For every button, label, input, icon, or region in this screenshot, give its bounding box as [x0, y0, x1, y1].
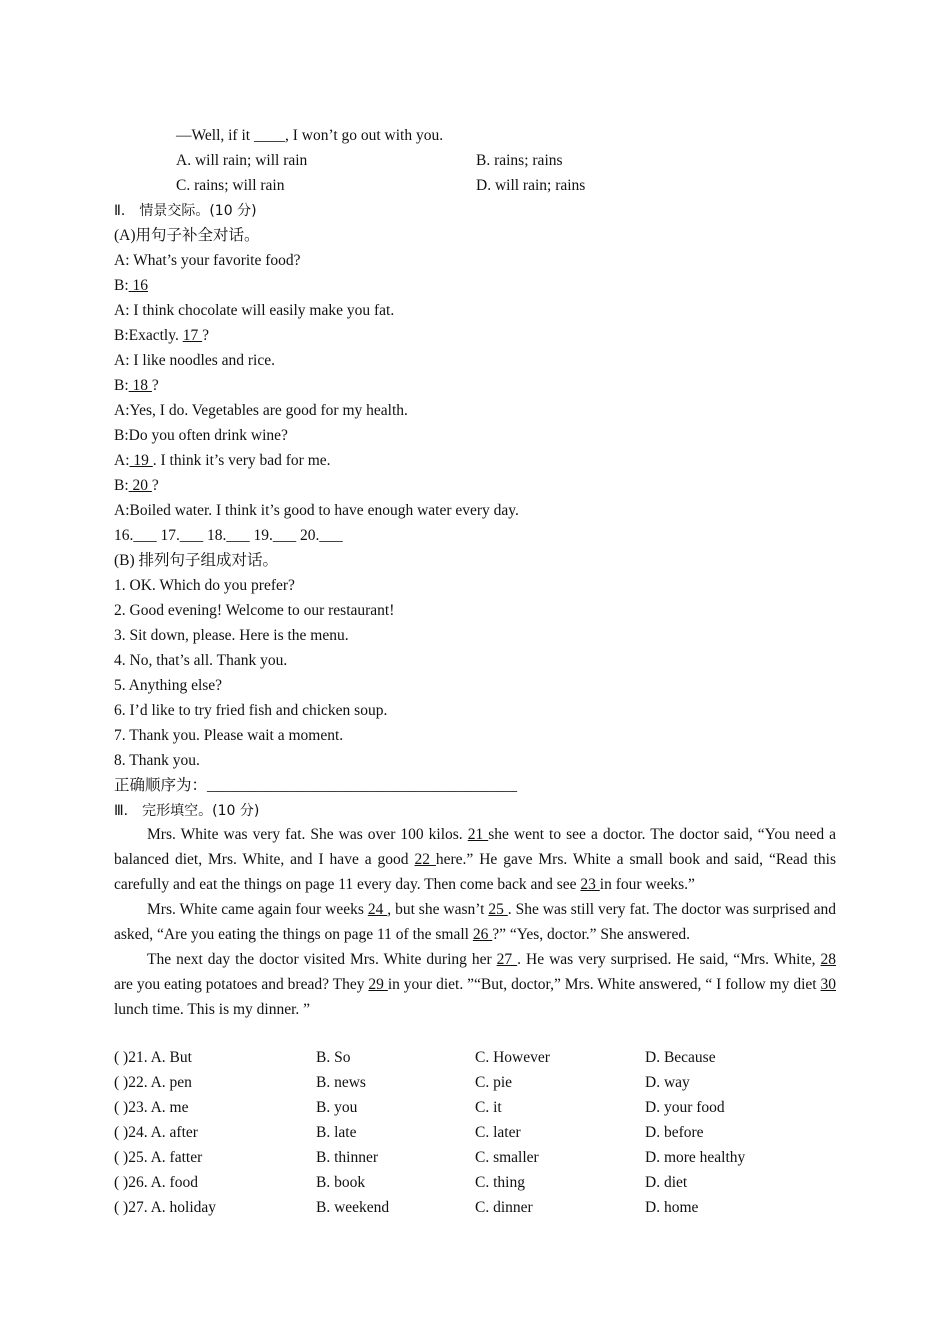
- option-d: D. will rain; rains: [476, 177, 586, 194]
- option-c: C. later: [475, 1124, 521, 1141]
- option-d: D. home: [645, 1199, 699, 1216]
- order-blank: ________________________________________: [207, 777, 518, 794]
- question-number: ( )26. A. food: [114, 1174, 198, 1191]
- dialog-line: B: 20 ?: [114, 477, 159, 494]
- option-b: B. book: [316, 1174, 366, 1191]
- question-number: ( )27. A. holiday: [114, 1199, 217, 1216]
- cloze-paragraph: Mrs. White was very fat. She was over 100 kilos. 21 she went to see a doctor. The doctor said, “You need a balanced diet, Mrs. White, and I have a good 22 here.” He gave Mrs. White a small book and said, “Read this carefully and eat the things on page 11 every day. Then come back and see 23 in four weeks.”: [114, 826, 837, 893]
- option-a: A. will rain; will rain: [176, 152, 308, 169]
- dialog-line: A: I like noodles and rice.: [114, 352, 275, 369]
- option-c: C. thing: [475, 1174, 525, 1191]
- blank-24: 24: [367, 901, 388, 918]
- dialog-line: A:Boiled water. I think it’s good to have enough water every day.: [114, 502, 519, 519]
- order-line: 正确顺序为：________________________________________: [114, 777, 518, 794]
- option-b: B. weekend: [316, 1199, 390, 1216]
- option-d: D. your food: [645, 1099, 725, 1116]
- option-c: C. it: [475, 1099, 502, 1116]
- question-prompt: —Well, if it ____, I won’t go out with you.: [176, 127, 444, 144]
- option-b: B. So: [316, 1049, 351, 1066]
- sentence-item: 8. Thank you.: [114, 752, 200, 769]
- part-title: (A)用句子补全对话。: [114, 227, 260, 244]
- option-c: C. dinner: [475, 1199, 533, 1216]
- dialog-line: B: 16: [114, 277, 149, 294]
- blank-27: 27: [496, 951, 518, 968]
- blank-21: 21: [467, 826, 489, 843]
- dialog-line: A: 19 . I think it’s very bad for me.: [114, 452, 331, 469]
- blank-28: 28: [820, 951, 836, 968]
- option-b: B. thinner: [316, 1149, 378, 1166]
- option-b: B. news: [316, 1074, 366, 1091]
- option-b: B. rains; rains: [476, 152, 563, 169]
- option-d: D. diet: [645, 1174, 688, 1191]
- blank-29: 29: [368, 976, 388, 993]
- dialog-line: A: What’s your favorite food?: [114, 252, 301, 269]
- dialog-line: B:Do you often drink wine?: [114, 427, 288, 444]
- option-d: D. more healthy: [645, 1149, 746, 1166]
- dialog-line: B:Exactly. 17 ?: [114, 327, 209, 344]
- question-number: ( )21. A. But: [114, 1049, 192, 1066]
- blank-25: 25: [488, 901, 508, 918]
- blank-26: 26: [472, 926, 493, 943]
- sentence-item: 7. Thank you. Please wait a moment.: [114, 727, 344, 744]
- dialog-line: B: 18 ?: [114, 377, 159, 394]
- sentence-item: 5. Anything else?: [114, 677, 223, 694]
- dialog-line: A:Yes, I do. Vegetables are good for my health.: [114, 402, 408, 419]
- option-b: B. late: [316, 1124, 357, 1141]
- blank-23: 23: [580, 876, 600, 893]
- section-heading: Ⅱ． 情景交际。(10 分): [114, 203, 257, 219]
- blank-18: 18: [128, 377, 152, 394]
- option-c: C. smaller: [475, 1149, 539, 1166]
- cloze-paragraph: Mrs. White came again four weeks 24 , but she wasn’t 25 . She was still very fat. The doctor was surprised and asked, “Are you eating the things on page 11 of the small 26 ?” “Yes, doctor.” She answered.: [114, 901, 837, 943]
- question-number: ( )25. A. fatter: [114, 1149, 203, 1166]
- option-c: C. However: [475, 1049, 550, 1066]
- sentence-item: 1. OK. Which do you prefer?: [114, 577, 295, 594]
- part-title: (B) 排列句子组成对话。: [114, 552, 279, 569]
- dialog-line: A: I think chocolate will easily make you fat.: [114, 302, 395, 319]
- question-number: ( )24. A. after: [114, 1124, 198, 1141]
- question-number: ( )23. A. me: [114, 1099, 189, 1116]
- sentence-item: 4. No, that’s all. Thank you.: [114, 652, 288, 669]
- blank-19: 19: [129, 452, 153, 469]
- cloze-paragraph: The next day the doctor visited Mrs. White during her 27 . He was very surprised. He said, “Mrs. White, 28 are you eating potatoes and bread? They 29 in your diet. ”“But, doctor,” Mrs. White answered, “ I follow my diet 30 lunch time. This is my dinner. ”: [114, 951, 837, 1018]
- option-b: B. you: [316, 1099, 358, 1116]
- blank-20: 20: [128, 477, 152, 494]
- sentence-item: 3. Sit down, please. Here is the menu.: [114, 627, 349, 644]
- option-d: D. before: [645, 1124, 704, 1141]
- option-d: D. Because: [645, 1049, 716, 1066]
- sentence-item: 2. Good evening! Welcome to our restaurant!: [114, 602, 395, 619]
- option-c: C. rains; will rain: [176, 177, 285, 194]
- option-c: C. pie: [475, 1074, 513, 1091]
- section-heading: Ⅲ． 完形填空。(10 分): [114, 803, 260, 819]
- sentence-item: 6. I’d like to try fried fish and chicken soup.: [114, 702, 388, 719]
- blank-16: 16: [128, 277, 149, 294]
- question-number: ( )22. A. pen: [114, 1074, 192, 1091]
- option-d: D. way: [645, 1074, 690, 1091]
- answer-line: 16.___ 17.___ 18.___ 19.___ 20.___: [114, 527, 343, 544]
- blank-30: 30: [820, 976, 837, 993]
- blank-22: 22: [414, 851, 436, 868]
- cloze-passage: [114, 822, 836, 1022]
- blank-17: 17: [182, 327, 203, 344]
